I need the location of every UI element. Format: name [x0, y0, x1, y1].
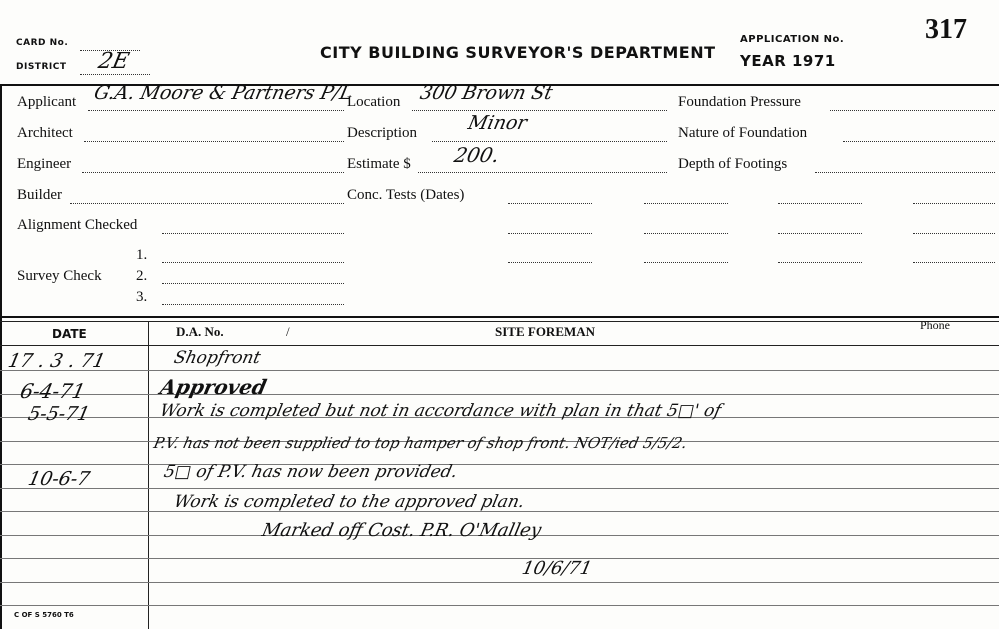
department-title: CITY BUILDING SURVEYOR'S DEPARTMENT [320, 43, 716, 62]
alignment-line [162, 233, 344, 234]
location-label: Location [347, 94, 401, 110]
survey-number: 2. [136, 268, 148, 284]
architect-label: Architect [17, 125, 73, 141]
depth-of-footings-line [815, 172, 995, 173]
estimate-label: Estimate $ [347, 156, 411, 172]
conc-test-line [644, 262, 728, 263]
card-no-label: CARD No. [16, 38, 69, 48]
log-top-border-inner [0, 321, 999, 322]
ruled-line [0, 605, 999, 606]
location-line [412, 110, 667, 111]
conc-test-line [644, 203, 728, 204]
district-value: 2E [96, 49, 132, 74]
form-code: C OF S 5760 T6 [14, 611, 74, 619]
applicant-line [88, 110, 344, 111]
conc-test-line [913, 262, 995, 263]
depth-of-footings-label: Depth of Footings [678, 156, 788, 172]
conc-test-line [508, 262, 592, 263]
ruled-line [0, 582, 999, 583]
log-text: P.V. has not been supplied to top hamper of shop front. NOT/ied 5/5/2. [152, 434, 689, 452]
log-top-border [0, 316, 999, 318]
location-value: 300 Brown St [418, 82, 555, 104]
conc-test-line [508, 233, 592, 234]
nature-of-foundation-label: Nature of Foundation [678, 125, 808, 141]
application-no-label: APPLICATION No. [740, 34, 845, 45]
applicant-label: Applicant [17, 94, 77, 110]
conc-tests-label: Conc. Tests (Dates) [347, 187, 465, 203]
site-foreman-header: SITE FOREMAN [495, 324, 596, 339]
survey-number: 1. [136, 247, 148, 263]
district-line [80, 74, 150, 75]
alignment-checked-label: Alignment Checked [17, 217, 138, 233]
ruled-line [0, 464, 999, 465]
estimate-value: 200. [452, 143, 502, 167]
survey-line [162, 283, 344, 284]
log-text: 10/6/71 [520, 558, 594, 579]
ruled-line [0, 558, 999, 559]
log-text: Marked off Cost. P.R. O'Malley [260, 520, 544, 541]
conc-test-line [644, 233, 728, 234]
builder-line [70, 203, 344, 204]
foundation-pressure-label: Foundation Pressure [678, 94, 801, 110]
log-header-bottom [0, 345, 999, 346]
builder-label: Builder [17, 187, 62, 203]
foundation-pressure-line [830, 110, 995, 111]
conc-test-line [778, 262, 862, 263]
application-no: 317 [925, 14, 967, 45]
conc-test-line [778, 233, 862, 234]
log-date: 6-4-71 [18, 379, 88, 403]
log-text: Work is completed but not in accordance with plan in that 5□' of [158, 401, 723, 421]
log-text: 5□ of P.V. has now been provided. [162, 462, 460, 482]
architect-line [84, 141, 344, 142]
conc-test-line [508, 203, 592, 204]
description-value: Minor [466, 112, 529, 134]
year: YEAR 1971 [740, 52, 836, 70]
conc-test-line [913, 203, 995, 204]
survey-line [162, 262, 344, 263]
phone-header: Phone [920, 318, 950, 332]
conc-test-line [778, 203, 862, 204]
estimate-line [418, 172, 667, 173]
date-header: DATE [52, 327, 87, 341]
engineer-label: Engineer [17, 156, 72, 172]
conc-test-line [913, 233, 995, 234]
log-text: Approved [158, 375, 269, 399]
log-date: 17 . 3 . 71 [6, 350, 108, 372]
log-date: 10-6-7 [26, 468, 92, 490]
da-no-header: D.A. No. [176, 324, 224, 339]
ruled-line [0, 488, 999, 489]
description-label: Description [347, 125, 417, 141]
applicant-value: G.A. Moore & Partners P/L [92, 82, 355, 104]
engineer-line [82, 172, 344, 173]
district-label: DISTRICT [16, 62, 67, 72]
left-border [0, 84, 2, 629]
ruled-line [0, 370, 999, 371]
log-text: Work is completed to the approved plan. [172, 492, 527, 512]
log-text: Shopfront [172, 348, 263, 368]
log-date: 5-5-71 [26, 403, 92, 425]
da-no-slash: / [286, 324, 290, 339]
survey-number: 3. [136, 289, 148, 305]
description-line [432, 141, 667, 142]
nature-of-foundation-line [843, 141, 995, 142]
survey-line [162, 304, 344, 305]
survey-check-label: Survey Check [17, 268, 102, 284]
ruled-line [0, 394, 999, 395]
